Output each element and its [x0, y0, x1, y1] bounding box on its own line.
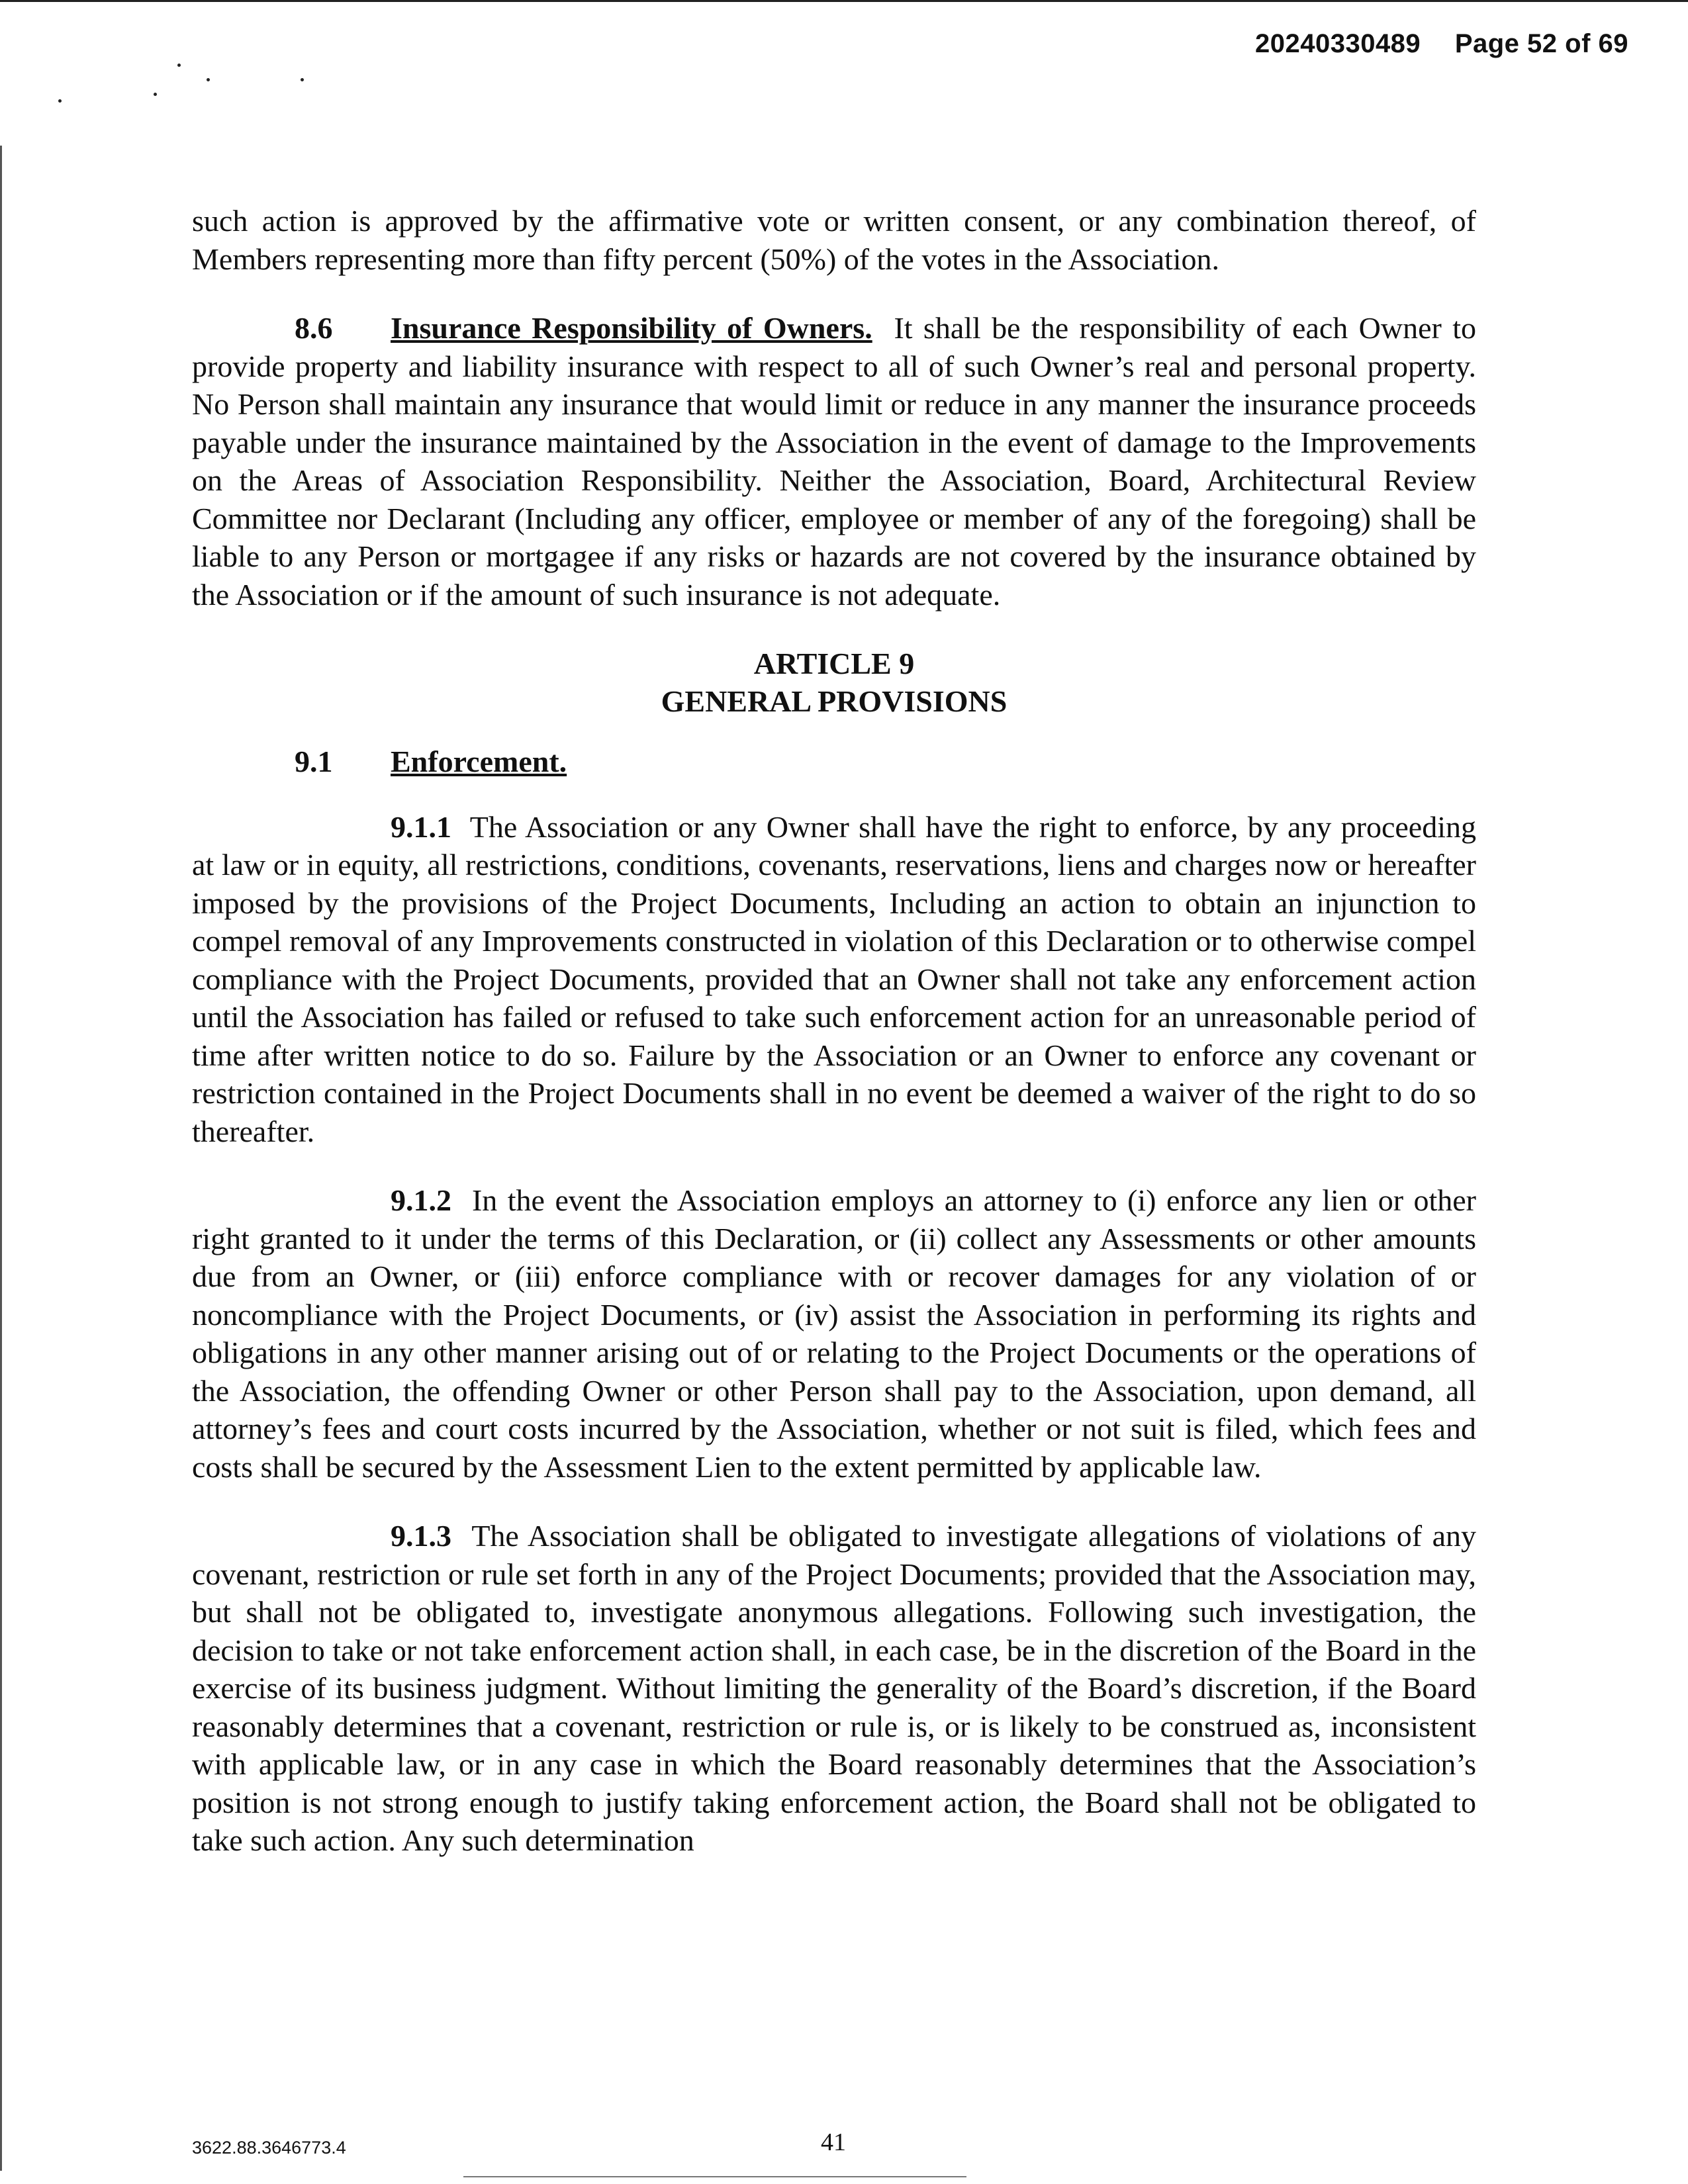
document-body [192, 202, 1476, 1891]
subsection-number: 9.1.2 [391, 1183, 451, 1217]
section-title: Insurance Responsibility of Owners. [391, 311, 872, 345]
subsection-9-1-2 [192, 1181, 1476, 1486]
subsection-text: The Association or any Owner shall have the right to enforce, by any proceeding at law or in equity, all restrictions, conditions, covenants, reservations, liens and charges now or hereafter imposed by the provisions of the Project Documents, Including an action to obtain an injunction to compel removal of any Improvements constructed in violation of this Declaration or to otherwise compel compliance with the Project Documents, provided that an Owner shall not take any enforcement action until the Association has failed or refused to take such enforcement action for an unreasonable period of time after written notice to do so. Failure by the Association or an Owner to enforce any covenant or restriction contained in the Project Documents shall in no event be deemed a waiver of the right to do so thereafter. [192, 809, 1477, 1148]
scan-speck [301, 78, 304, 81]
section-number: 8.6 [295, 311, 333, 345]
article-heading [192, 645, 1476, 720]
section-8-6 [192, 309, 1476, 614]
subsection-9-1-1 [192, 808, 1476, 1151]
footer-document-code: 3622.88.3646773.4 [192, 2138, 346, 2158]
subsection-text: In the event the Association employs an attorney to (i) enforce any lien or other right granted to it under the terms of this Declaration, or (ii) collect any Assessments or other amounts due from an Owner, or (iii) enforce compliance with or recover damages for any violation of or noncompliance with the Project Documents, or (iv) assist the Association in performing its rights and obligations in any other manner arising out of or relating to the Project Documents or the operations of the Association, the offending Owner or other Person shall pay to the Association, upon demand, all attorney’s fees and court costs incurred by the Association, whether or not suit is filed, which fees and costs shall be secured by the Assessment Lien to the extent permitted by applicable law. [192, 1183, 1477, 1484]
document-number: 20240330489 [1254, 29, 1421, 58]
article-title: GENERAL PROVISIONS [661, 684, 1008, 718]
continuation-paragraph: such action is approved by the affirmative vote or written consent, or any combination thereof, of Members representing more than fifty percent (50%) of the votes in the Association. [192, 204, 1476, 276]
section-9-1 [295, 743, 1476, 781]
page-top-edge [0, 0, 1688, 2]
section-title: Enforcement. [391, 745, 567, 778]
scan-speck [207, 78, 210, 81]
section-number: 9.1 [295, 745, 333, 778]
section-text: It shall be the responsibility of each Owner to provide property and liability insurance with respect to all of such Owner’s real and personal property. No Person shall maintain any insurance that would limit or reduce in any manner the insurance proceeds payable under the insurance maintained by the Association in the event of damage to the Improvements on the Areas of Association Responsibility. Neither the Association, Board, Architectural Review Committee nor Declarant (Including any officer, employee or member of any of the foregoing) shall be liable to any Person or mortgagee if any risks or hazards are not covered by the insurance obtained by the Association or if the amount of such insurance is not adequate. [192, 311, 1476, 612]
subsection-number: 9.1.3 [391, 1519, 451, 1553]
subsection-9-1-3 [192, 1517, 1476, 1860]
subsection-text: The Association shall be obligated to investigate allegations of violations of any covenant, restriction or rule set forth in any of the Project Documents; provided that the Association may, but shall not be obligated to, investigate anonymous allegations. Following such investigation, the decision to take or not take enforcement action shall, in each case, be in the discretion of the Board in the exercise of its business judgment. Without limiting the generality of the Board’s discretion, if the Board reasonably determines that a covenant, restriction or rule is, or is likely to be construed as, inconsistent with applicable law, or in any case in which the Board reasonably determines that the Association’s position is not strong enough to justify taking enforcement action, the Board shall not be obligated to take such action. Any such determination [192, 1519, 1477, 1857]
recording-stamp [1255, 29, 1628, 59]
scan-speck [58, 99, 62, 103]
scan-speck [177, 64, 181, 67]
page-label: Page 52 of 69 [1454, 29, 1628, 58]
page-left-edge [0, 146, 2, 2171]
footer-page-number: 41 [821, 2128, 846, 2156]
scan-speck [154, 93, 157, 96]
scan-artifact-line [463, 2176, 966, 2177]
subsection-number: 9.1.1 [391, 809, 451, 844]
article-label: ARTICLE 9 [753, 647, 915, 680]
